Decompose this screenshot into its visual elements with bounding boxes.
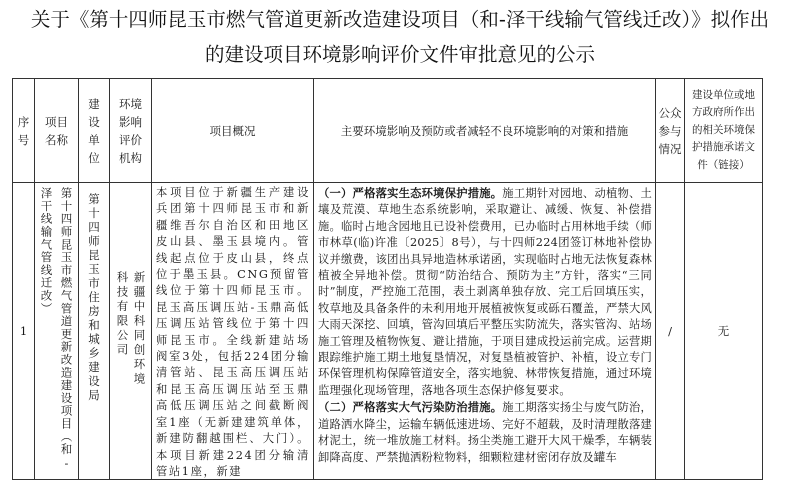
builder-text: 第十四师昆玉市住房和城乡建设局 <box>87 193 101 403</box>
document-title-line-2: 的建设项目环境影响评价文件审批意见的公示 <box>204 43 595 66</box>
header-eia-org: 环境影响评价机构 <box>110 79 152 183</box>
eia-org-text: 新疆中科同创环境科技有限公司 <box>115 271 147 387</box>
header-public-participation: 公众参与情况 <box>656 79 685 183</box>
eia-approval-table <box>12 78 763 480</box>
row-public-participation: / <box>656 183 685 480</box>
row-project-name <box>35 183 79 480</box>
measures-2-body: 施工期落实扬尘与废气防治，道路洒水降尘，运输车辆低速进场、完好不超载，及时清理散落建材泥土，统一堆放施工材料。扬尘类施工避开大风干燥季，车辆装卸降高度、严禁抛洒粉粒物料，细颗粒建材密闭存放及罐车 <box>318 401 653 464</box>
row-overview <box>152 183 314 480</box>
row-builder <box>79 183 110 480</box>
header-builder: 建设单位 <box>79 79 110 183</box>
row-commitment-docs: 无 <box>685 183 763 480</box>
measures-1-heading: （一）严格落实生态环境保护措施。 <box>318 186 503 200</box>
overview-text: 本项目位于新疆生产建设兵团第十四师昆玉市和新疆维吾尔自治区和田地区皮山县、墨玉县境内。管线起点位于皮山县，终点位于墨玉县。CNG预留管线位于第十四师昆玉市。昆玉高压调压站-玉鼎高低压调压站管线位于第十四师昆玉市。全线新建站场阀室3处，包括224团分输清管站、昆玉高压调压站和昆玉高压调压站至玉鼎高低压调压站之间截断阀室1座（无新建建筑单体，新建防翻越围栏、大门）。本项目新建224团分输清管站1座，新建 <box>156 186 310 478</box>
project-name-text: 第十四师昆玉市燃气管道更新改造建设项目（和-泽干线输气管线迁改） <box>39 187 74 472</box>
measures-2-heading: （二）严格落实大气污染防治措施。 <box>318 400 503 415</box>
header-seq: 序号 <box>13 79 35 183</box>
row-measures <box>314 183 656 480</box>
header-project-name: 项目名称 <box>35 79 79 183</box>
table-row <box>13 183 763 480</box>
row-seq: 1 <box>13 183 35 480</box>
row-eia-org <box>110 183 152 480</box>
measures-1-body: 施工期针对园地、动植物、土壤及荒漠、草地生态系统影响，采取避让、减缓、恢复、补偿措施。临时占地含园地且已设补偿费用，已办临时占用林地手续（师市林草(临)许准〔2025〕8号），与十四师224团签订林地补偿协议并缴费，该团出具异地造林承诺函，实现临时占地无法恢复森林植被全异地补偿。贯彻“防治结合、预防为主”方针，落实“三同时”制度，严控施工范围，表土剥离单独存放、完工后回填压实，牧草地及具备条件的未利用地开展植被恢复或砾石覆盖，严禁大风大雨天深挖、回填，管沟回填后平整压实防流失，落实管沟、站场施工管理及植物恢复、避让措施，于项目建成投运前完成。运营期跟踪维护施工期土地复垦情况，对复垦植被管护、补植，设立专门环保管理机构保障管道安全，落实地貌、林带恢复措施，通过环境监理强化现场管理，落地各项生态保护修复要求。 <box>318 187 653 397</box>
header-commitment-docs: 建设单位或地方政府所作出的相关环境保护措施承诺文件（链接） <box>685 79 763 183</box>
measures-text <box>314 183 655 479</box>
document-title-line-1: 关于《第十四师昆玉市燃气管道更新改造建设项目（和-泽干线输气管线迁改）》拟作出 <box>30 8 770 31</box>
header-measures: 主要环境影响及预防或者减轻不良环境影响的对策和措施 <box>314 79 656 183</box>
table-header-row <box>13 79 763 183</box>
header-overview: 项目概况 <box>152 79 314 183</box>
